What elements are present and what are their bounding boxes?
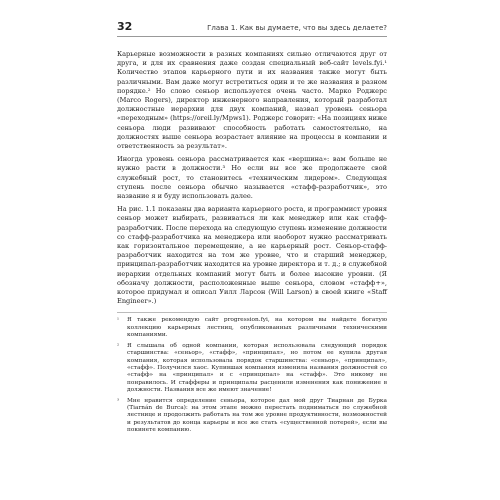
paragraph-2: Иногда уровень сеньора рассматривается как «вершина»: вам больше не нужно расти в должности.³ Но если вы все же продолжаете свой служебный рост, то становитесь «техническим лидером». Следующая ступень после сеньора обычно называется «стафф-разработчик», это название я и буду использовать далее. <box>117 155 387 201</box>
footnote-text: Я также рекомендую сайт progression.fyi, на котором вы найдете богатую коллекцию карьерных лестниц, опубликованных различными техническими компаниями. <box>127 317 387 339</box>
footnote <box>117 317 387 339</box>
footnote <box>117 398 387 435</box>
page-header <box>117 20 387 37</box>
footnote <box>117 343 387 395</box>
footnote-text: Мне нравится определение сеньора, которое дал мой друг Тиарнан де Бурка (Tiarnán de Burca): на этом этапе можно перестать подниматься по служебной лестнице и продолжить работать на том же уровне продуктивности, возможностей и результатов до конца карьеры и все же стать «существенной потерей», если вы покинете компанию. <box>127 397 387 434</box>
page-number: 32 <box>117 20 133 33</box>
footnote-mark: ² <box>117 342 120 349</box>
paragraph-3: На рис. 1.1 показаны два варианта карьерного роста, и программист уровня сеньор может выбирать, развиваться ли как менеджер или как стафф-разработчик. После перехода на следующую ступень изменение должности со стафф-разработчика на менеджера или наоборот нужно рассматривать как горизонтальное перемещение, а не карьерный рост. Сеньор-стафф-разработчик находится на том же уровне, что и старший менеджер, принципал-разработчик находится на уровне директора и т. д.; в служебной иерархии отдельных компаний могут быть и более высокие уровни. (Я обозначу должности, расположенные выше сеньора, словом «стафф+», которое придумал и описал Уилл Ларсон (Will Larson) в своей книге «Staff Engineer».) <box>117 205 387 306</box>
chapter-title: Глава 1. Как вы думаете, что вы здесь делаете? <box>207 24 387 32</box>
page-body <box>117 50 387 438</box>
footnote-mark: ³ <box>117 397 120 404</box>
footnotes <box>117 312 387 434</box>
paragraph-1: Карьерные возможности в разных компаниях сильно отличаются друг от друга, и для их сравнения даже создан специальный веб-сайт levels.fyi.¹ Количество этапов карьерного пути и их названия также могут быть различными. Вам даже могут встретиться один и те же названия в разном порядке.² Но слово сеньор используется очень часто. Марко Роджерс (Marco Rogers), директор инженерного направления, который разработал должностные иерархии для двух компаний, назвал уровень сеньора «переходным» (https://oreil.ly/Mpws1). Роджерс говорит: «На позициях ниже сеньора люди развивают способность работать самостоятельно, на должностях выше сеньора возрастает влияние на процессы в компании и ответственность за результат». <box>117 50 387 151</box>
footnote-text: Я слышала об одной компании, которая использовала следующий порядок старшинства: «сеньор», «стафф», «принципал», но потом ее купила другая компания, которая использовала порядок старшинства: «сеньор», «принципал», «стафф». Получился хаос. Купившая компания изменила названия должностей со «стафф» на «принципал» и с «принципал» на «стафф». Это никому не понравилось. И стафферы и принципалы расценили изменения как понижение в должности. Названия все же имеют значение! <box>127 342 387 394</box>
footnote-mark: ¹ <box>117 317 120 324</box>
